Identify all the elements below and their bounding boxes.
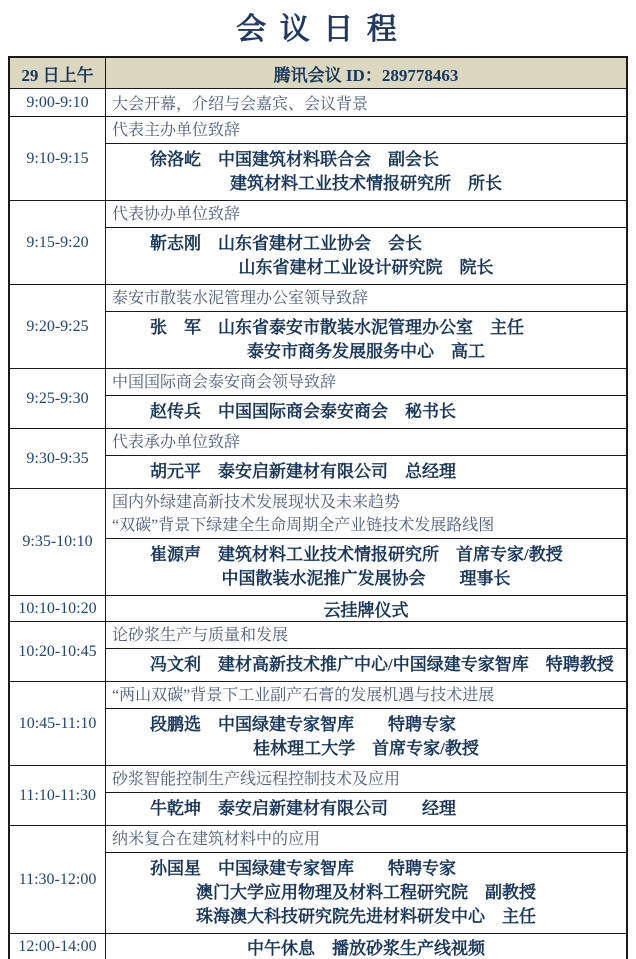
time-slot: 9:25-9:30 — [10, 369, 106, 428]
topic-line: 国内外绿建高新技术发展现状及未来趋势 — [112, 494, 401, 511]
speaker-line: 崔源声 建筑材料工业技术情报研究所 首席专家/教授 — [150, 545, 563, 564]
topic-line: 泰安市散装水泥管理办公室领导致辞 — [112, 290, 369, 307]
speaker-line: 靳志刚 山东省建材工业协会 会长 — [150, 234, 422, 253]
row-content — [106, 489, 626, 595]
table-row — [10, 117, 626, 201]
table-row — [10, 369, 626, 429]
agenda-item-text: 云挂牌仪式 — [323, 601, 409, 620]
table-row — [10, 489, 626, 596]
page-title: 会 议 日 程 — [236, 13, 400, 46]
table-row — [10, 285, 626, 369]
time-slot: 9:10-9:15 — [10, 117, 106, 200]
topic-line: 代表主办单位致辞 — [112, 122, 241, 139]
time-slot: 10:20-10:45 — [10, 622, 106, 681]
speaker-cell — [106, 709, 626, 765]
row-content — [106, 682, 626, 765]
time-slot: 9:20-9:25 — [10, 285, 106, 368]
agenda-item-text: 中午休息 播放砂浆生产线视频 — [247, 939, 485, 958]
topic-cell — [106, 201, 626, 228]
speaker-line: 澳门大学应用物理及材料工程研究院 副教授 — [196, 883, 536, 902]
speaker-line: 徐洛屹 中国建筑材料联合会 副会长 — [150, 150, 439, 169]
speaker-cell — [106, 312, 626, 368]
row-content — [106, 285, 626, 368]
agenda-table — [8, 56, 628, 959]
row-content — [106, 934, 626, 959]
row-content — [106, 622, 626, 681]
topic-cell — [106, 622, 626, 649]
speaker-line: 泰安市商务发展服务中心 高工 — [247, 342, 485, 361]
topic-cell — [106, 682, 626, 709]
time-slot: 11:10-11:30 — [10, 766, 106, 825]
table-row — [10, 622, 626, 682]
row-content — [106, 369, 626, 428]
schedule-page — [8, 4, 628, 959]
row-content — [106, 826, 626, 933]
speaker-line: 山东省建材工业设计研究院 院长 — [238, 258, 494, 277]
speaker-line: 建筑材料工业技术情报研究所 所长 — [230, 174, 502, 193]
speaker-cell — [106, 793, 626, 825]
agenda-rows — [10, 89, 626, 959]
topic-line: 论砂浆生产与质量和发展 — [112, 627, 289, 644]
row-content — [106, 89, 626, 116]
speaker-cell — [106, 539, 626, 595]
topic-line: 代表协办单位致辞 — [112, 206, 241, 223]
speaker-cell — [106, 396, 626, 428]
topic-line: 中国国际商会泰安商会领导致辞 — [112, 374, 337, 391]
time-slot: 10:10-10:20 — [10, 596, 106, 621]
table-row — [10, 201, 626, 285]
table-row — [10, 429, 626, 489]
speaker-line: 中国散装水泥推广发展协会 理事长 — [221, 569, 511, 588]
speaker-line: 张 军 山东省泰安市散装水泥管理办公室 主任 — [150, 318, 524, 337]
speaker-cell — [106, 649, 626, 681]
row-content — [106, 117, 626, 200]
speaker-cell — [106, 144, 626, 200]
speaker-line: 牛乾坤 泰安启新建材有限公司 经理 — [150, 799, 456, 818]
time-slot: 9:15-9:20 — [10, 201, 106, 284]
speaker-line: 胡元平 泰安启新建材有限公司 总经理 — [150, 462, 456, 481]
time-slot: 9:35-10:10 — [10, 489, 106, 595]
topic-cell — [106, 285, 626, 312]
time-slot: 12:00-14:00 — [10, 934, 106, 959]
speaker-line: 珠海澳大科技研究院先进材料研发中心 主任 — [196, 907, 536, 926]
topic-line: 代表承办单位致辞 — [112, 434, 241, 451]
topic-line: 纳米复合在建筑材料中的应用 — [112, 831, 321, 848]
table-row — [10, 596, 626, 622]
table-row — [10, 766, 626, 826]
row-content — [106, 429, 626, 488]
time-slot: 9:30-9:35 — [10, 429, 106, 488]
topic-cell — [106, 369, 626, 396]
row-content — [106, 766, 626, 825]
topic-cell — [106, 826, 626, 853]
topic-line: “双碳”背景下绿建全生命周期全产业链技术发展路线图 — [112, 517, 495, 534]
table-row — [10, 682, 626, 766]
row-content — [106, 201, 626, 284]
speaker-line: 桂林理工大学 首席专家/教授 — [253, 739, 479, 758]
table-row — [10, 826, 626, 934]
time-slot: 9:00-9:10 — [10, 89, 106, 116]
topic-cell — [106, 429, 626, 456]
speaker-line: 孙国星 中国绿建专家智库 特聘专家 — [150, 859, 456, 878]
topic-line: 砂浆智能控制生产线远程控制技术及应用 — [112, 771, 401, 788]
topic-line: “两山双碳”背景下工业副产石膏的发展机遇与技术进展 — [112, 687, 495, 704]
speaker-line: 段鹏选 中国绿建专家智库 特聘专家 — [150, 715, 456, 734]
table-header-row — [10, 58, 626, 89]
header-session-label: 29 日上午 — [10, 58, 106, 88]
speaker-line: 冯文利 建材高新技术推广中心/中国绿建专家智库 特聘教授 — [150, 655, 614, 674]
header-meeting-id: 腾讯会议 ID：289778463 — [273, 65, 459, 85]
agenda-item-text: 大会开幕，介绍与会嘉宾、会议背景 — [112, 96, 369, 113]
time-slot: 11:30-12:00 — [10, 826, 106, 933]
table-row — [10, 89, 626, 117]
topic-cell — [106, 766, 626, 793]
row-content — [106, 596, 626, 621]
table-row — [10, 934, 626, 959]
speaker-line: 赵传兵 中国国际商会泰安商会 秘书长 — [150, 402, 456, 421]
speaker-cell — [106, 228, 626, 284]
speaker-cell — [106, 456, 626, 488]
time-slot: 10:45-11:10 — [10, 682, 106, 765]
speaker-cell — [106, 853, 626, 933]
topic-cell — [106, 489, 626, 539]
topic-cell — [106, 117, 626, 144]
